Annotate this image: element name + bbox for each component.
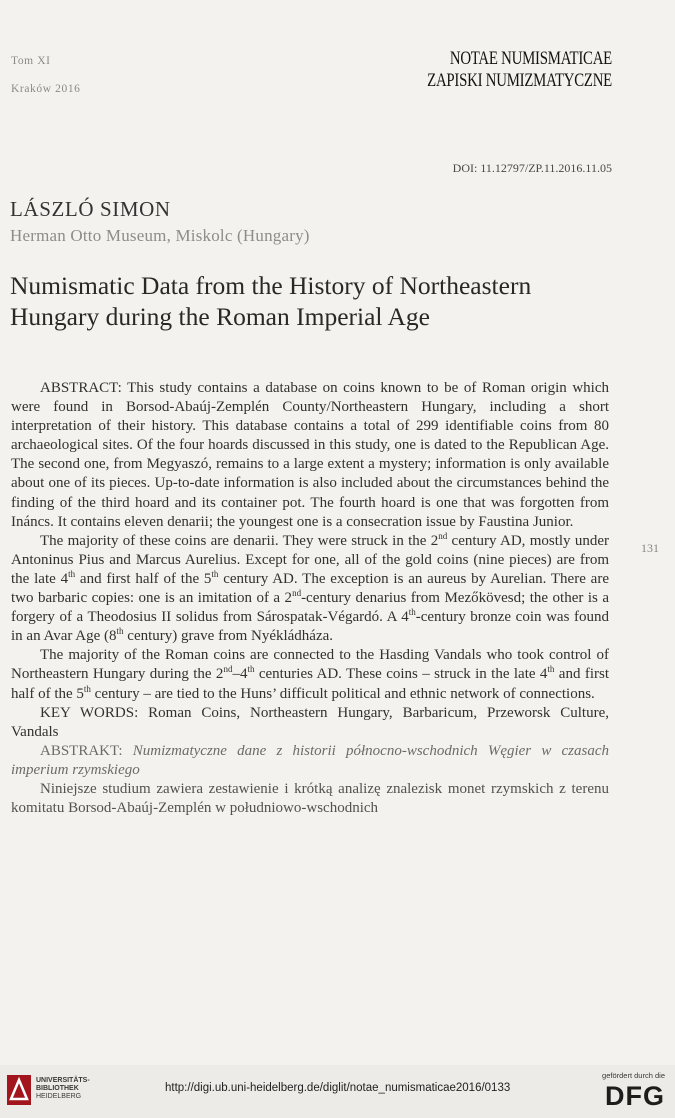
article-title: Numismatic Data from the History of Northeastern Hungary during the Roman Imperial Age bbox=[10, 271, 532, 331]
author-affiliation: Herman Otto Museum, Miskolc (Hungary) bbox=[10, 226, 310, 245]
page-number: 131 bbox=[641, 541, 659, 555]
dfg-logo: DFG bbox=[605, 1081, 665, 1111]
university-library-logo-icon bbox=[7, 1075, 31, 1105]
funded-by-label: gefördert durch die bbox=[602, 1071, 665, 1080]
abstract-paragraph-1 bbox=[11, 379, 609, 532]
permalink[interactable]: http://digi.ub.uni-heidelberg.de/diglit/notae_numismaticae2016/0133 bbox=[165, 1082, 511, 1094]
abstrakt-heading bbox=[11, 742, 609, 780]
abstract-body bbox=[11, 379, 609, 818]
journal-title-line1: NOTAE NUMISMATICAE bbox=[449, 48, 612, 69]
abstrakt-text: Niniejsze studium zawiera zestawienie i krótką analizę znalezisk monet rzymskich z terenu komitatu Borsod-Abaúj-Zemplén w południowo-wschodnich bbox=[11, 780, 609, 817]
digitization-footer bbox=[0, 1065, 675, 1118]
abstrakt-label: ABSTRAKT: bbox=[40, 742, 123, 759]
abstract-text-1: This study contains a database on coins known to be of Roman origin which were found in Borsod-Abaúj-Zemplén County/Northeastern Hungary, including a short interpretation of their history. This database contains a total of 299 identifiable coins from 80 archaeological sites. Of the four hoards discussed in this study, one is dated to the Republican Age. The second one, from Megyaszó, remains to a large extent a mystery; information is only available about one of its pieces. Up-to-date information is also included about the circumstances behind the finding of the third hoard and its container pot. The fourth hoard is one that was forgotten from Ináncs. It contains eleven denarii; the youngest one is a consecration issue by Faustina Junior. bbox=[11, 380, 610, 530]
abstract-paragraph-2: The majority of these coins are denarii. They were struck in the 2nd century AD, mostly under Antoninus Pius and Marcus Aurelius. Except for one, all of the gold coins (nine pieces) are from the late 4th and first half of the 5th century AD. The exception is an aureus by Aurelian. There are two barbaric copies: one is an imitation of a 2nd-century denarius from Mezőkövesd; the other is a forgery of a Theodosius II solidus from Sárospatak-Végardó. A 4th-century bronze coin was found in an Avar Age (8th century) grave from Nyékládháza. bbox=[11, 530, 609, 645]
library-name: UNIVERSITÄTS- BIBLIOTHEK HEIDELBERG bbox=[36, 1077, 90, 1100]
journal-brand bbox=[312, 48, 612, 92]
abstract-paragraph-3: The majority of the Roman coins are connected to the Hasding Vandals who took control of Northeastern Hungary during the 2nd–4th centuries AD. These coins – struck in the late 4th and first half of the 5th century – are tied to the Huns’ difficult political and ethnic network of connections. bbox=[11, 647, 609, 702]
keywords-label: KEY WORDS: bbox=[40, 704, 139, 721]
author-name: LÁSZLÓ SIMON bbox=[10, 197, 171, 221]
place-year-label: Kraków 2016 bbox=[11, 83, 81, 95]
doi: DOI: 11.12797/ZP.11.2016.11.05 bbox=[452, 161, 612, 175]
journal-title-line2: ZAPISKI NUMIZMATYCZNE bbox=[427, 70, 612, 91]
abstract-label: ABSTRACT: bbox=[40, 380, 122, 396]
abstrakt-title: Numizmatyczne dane z historii północno-wschodnich Węgier w czasach imperium rzymskiego bbox=[11, 742, 610, 778]
keywords-text: Roman Coins, Northeastern Hungary, Barbaricum, Przeworsk Culture, Vandals bbox=[11, 704, 610, 740]
keywords bbox=[11, 704, 609, 742]
volume-label: Tom XI bbox=[11, 55, 51, 67]
